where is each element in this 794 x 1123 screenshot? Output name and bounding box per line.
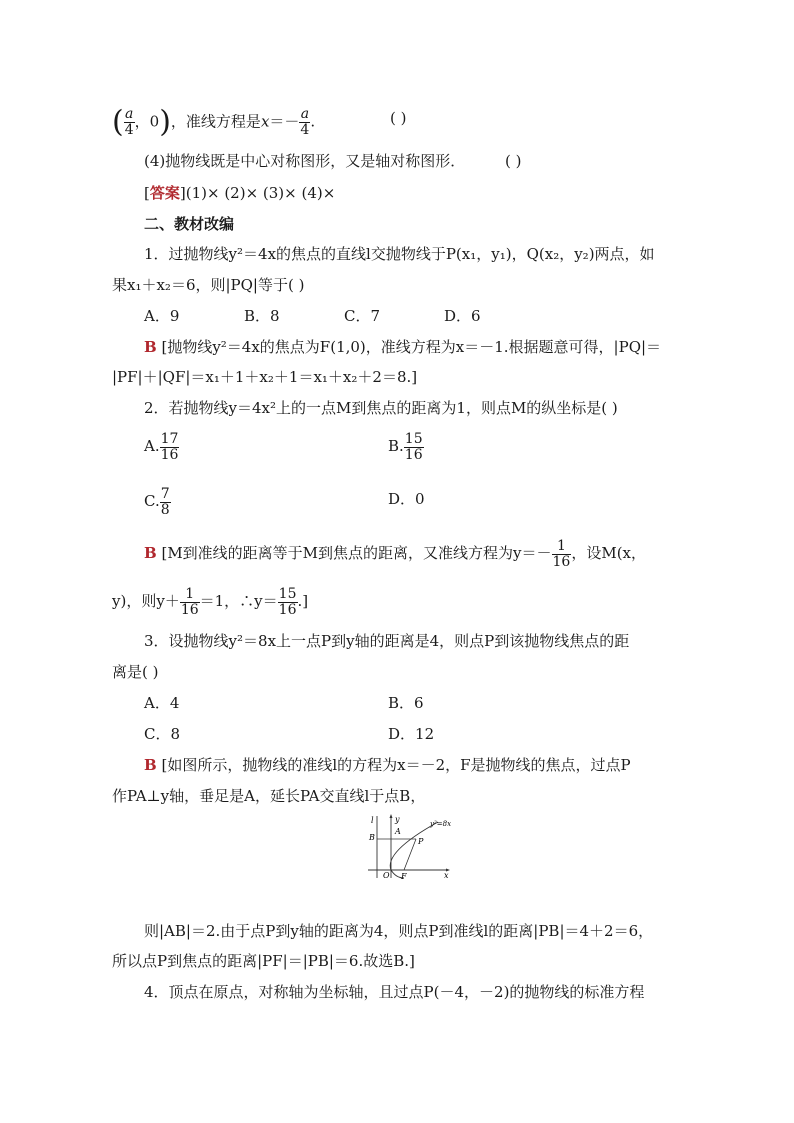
solution-1-line-2: |PF|＋|QF|＝x₁＋1＋x₂＋1＝x₁＋x₂＋2＝8.]: [112, 368, 418, 386]
option-a: A. $\frac{17}{16}$: [144, 430, 179, 463]
answer-line: [答案](1)× (2)× (3)× (4)×: [144, 184, 336, 202]
label-p: P: [418, 837, 424, 846]
solution-3-line-2: 作PA⊥y轴，垂足是A，延长PA交直线l于点B，: [112, 787, 426, 805]
label-l: l: [371, 816, 374, 825]
label-y: y: [395, 815, 400, 824]
option-d: D．12: [388, 725, 435, 743]
curve-label: y²=8x: [430, 820, 452, 828]
label-f: F: [401, 872, 407, 880]
segment-pf: [404, 839, 416, 870]
problem-3-line-2: 离是( ): [112, 663, 159, 681]
solution-2-line-2: y)，则y＋ $\frac{1}{16}$ ＝1，∴y＝ $\frac{15}{16}$ .]: [112, 585, 309, 618]
fraction: $\frac{a}{4}$: [124, 106, 134, 138]
solution-3-line-1: B [如图所示，抛物线的准线l的方程为x＝－2，F是抛物线的焦点，过点P: [144, 756, 631, 774]
problem-4-line-1: 4．顶点在原点，对称轴为坐标轴，且过点P(－4，－2)的抛物线的标准方程: [144, 983, 645, 1001]
fraction: $\frac{a}{4}$: [300, 106, 310, 138]
solution-1-line-1: B [抛物线y²＝4x的焦点为F(1,0)，准线方程为x＝－1.根据题意可得，|PQ|＝: [144, 338, 662, 356]
problem-1-line-2: 果x₁＋x₂＝6，则|PQ|等于( ): [112, 276, 305, 294]
option-b: B．8: [244, 307, 280, 325]
prev-question-line: ( $\frac{a}{4}$ ，0)，准线方程是x＝－ $\frac{a}{4}$ .: [112, 104, 316, 140]
answer-blank: ( ): [390, 109, 407, 127]
problem-1-line-1: 1．过抛物线y²＝4x的焦点的直线l交抛物线于P(x₁，y₁)，Q(x₂，y₂)两点，如: [144, 245, 655, 263]
parabola-figure: [360, 812, 460, 880]
option-c: C．8: [144, 725, 181, 743]
option-b: B．6: [388, 694, 424, 712]
problem-3-line-1: 3．设抛物线y²＝8x上一点P到y轴的距离是4，则点P到该抛物线焦点的距: [144, 632, 630, 650]
option-a: A．9: [144, 307, 180, 325]
label-o: O: [383, 871, 390, 880]
option-c: C．7: [344, 307, 381, 325]
label-a: A: [395, 827, 401, 836]
problem-2-line-1: 2．若抛物线y＝4x²上的一点M到焦点的距离为1，则点M的纵坐标是( ): [144, 399, 618, 417]
section-title: 二、教材改编: [144, 215, 235, 233]
option-a: A．4: [144, 694, 180, 712]
label-b: B: [369, 833, 375, 842]
label-x: x: [444, 871, 449, 880]
solution-3-line-3: 则|AB|＝2.由于点P到y轴的距离为4，则点P到准线l的距离|PB|＝4＋2＝6，: [144, 922, 654, 940]
solution-2-line-1: B [M到准线的距离等于M到焦点的距离，又准线方程为y＝－ $\frac{1}{16}$ ，设M(x，: [144, 537, 647, 570]
option-d: D．0: [388, 490, 425, 508]
solution-3-line-4: 所以点P到焦点的距离|PF|＝|PB|＝6.故选B.]: [112, 952, 415, 970]
answer-blank: ( ): [505, 152, 522, 170]
option-b: B. $\frac{15}{16}$: [388, 430, 423, 463]
answer-label: 答案: [149, 184, 180, 202]
option-d: D．6: [444, 307, 481, 325]
question-4-line: (4)抛物线既是中心对称图形，又是轴对称图形．: [144, 152, 466, 170]
option-c: C. $\frac{7}{8}$: [144, 485, 170, 518]
